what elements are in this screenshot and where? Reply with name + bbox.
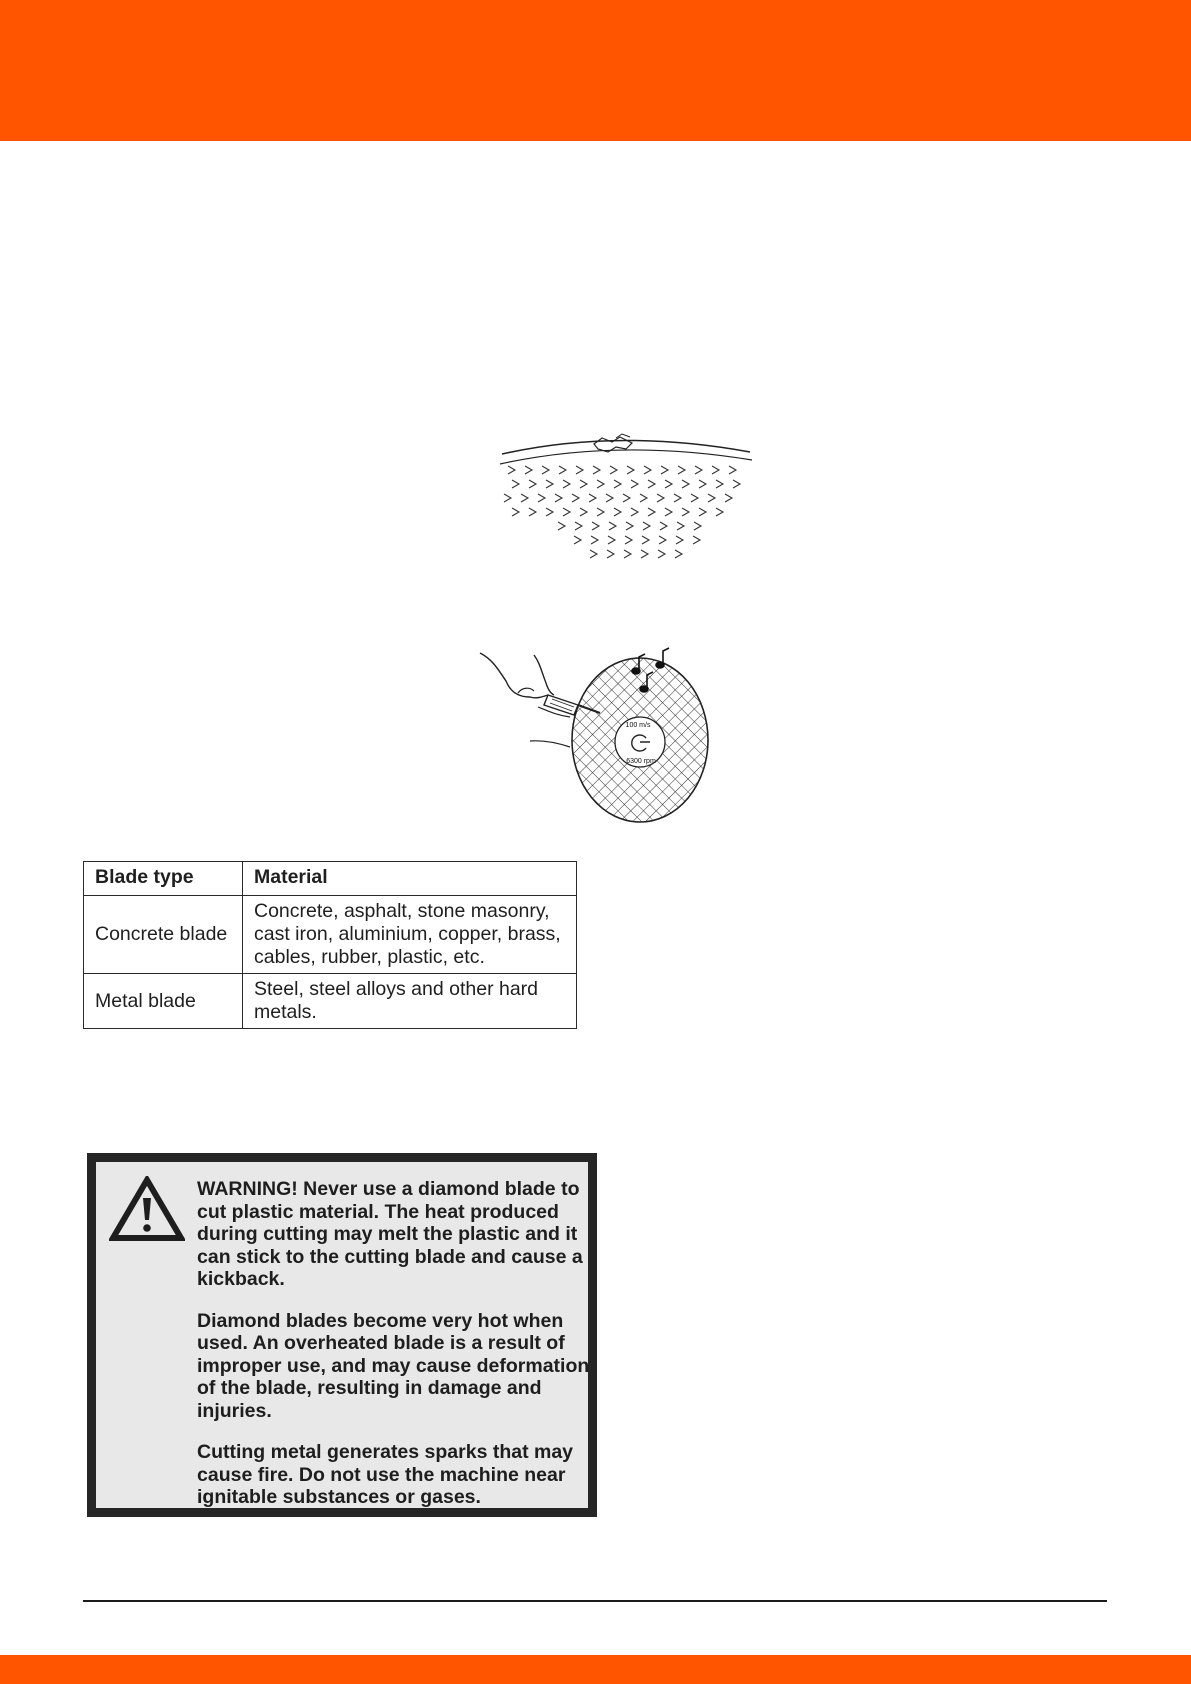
warning-text: [197, 1178, 592, 1528]
material-line: Concrete, asphalt, stone masonry,: [254, 900, 550, 922]
warning-paragraph: Diamond blades become very hot when used. An overheated blade is a result of improper use, and may cause deformation of the blade, resulting in damage and injuries.: [197, 1309, 590, 1422]
material-line: cables, rubber, plastic, etc.: [254, 946, 485, 968]
footer-band: [0, 1655, 1191, 1684]
warning-paragraph: Cutting metal generates sparks that may cause fire. Do not use the machine near ignitable substances or gases.: [197, 1441, 574, 1508]
warning-triangle-icon: [109, 1176, 185, 1242]
table-header-row: [84, 862, 577, 896]
warning-box: [87, 1153, 597, 1517]
blade-type-cell: Concrete blade: [84, 896, 243, 974]
material-line: metals.: [254, 1001, 317, 1023]
table-row: [84, 974, 577, 1029]
table-row: [84, 896, 577, 974]
blade-tap-test-illustration: [478, 645, 728, 825]
blade-type-table: [83, 861, 577, 1029]
header-band: [0, 0, 1191, 141]
material-line: Steel, steel alloys and other hard: [254, 978, 539, 1000]
footer-divider: [83, 1600, 1107, 1602]
warning-paragraph: WARNING! Never use a diamond blade to cut plastic material. The heat produced during cutting may melt the plastic and it can stick to the cutting blade and cause a kickback.: [197, 1178, 583, 1290]
column-header-blade-type: Blade type: [84, 862, 243, 896]
diamond-segment-illustration: [498, 430, 758, 585]
material-cell: [243, 896, 577, 974]
material-line: cast iron, aluminium, copper, brass,: [254, 923, 561, 945]
blade-type-cell: Metal blade: [84, 974, 243, 1029]
column-header-material: Material: [243, 862, 577, 896]
disc-speed-label: 100 m/s: [625, 722, 651, 729]
material-cell: [243, 974, 577, 1029]
disc-rpm-label: 6300 rpm: [626, 758, 656, 765]
